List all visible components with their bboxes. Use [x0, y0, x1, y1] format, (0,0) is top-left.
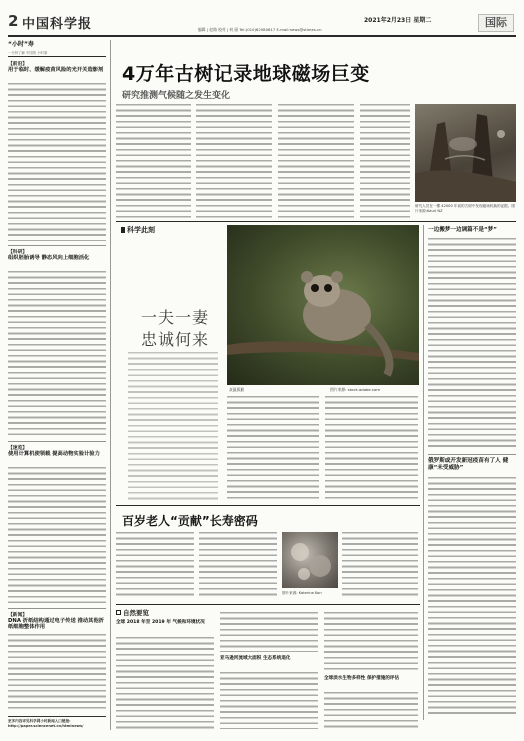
lead-photo-kauri-tree: [415, 104, 516, 202]
masthead-rule: [8, 35, 516, 37]
sidebar-header: “小时”寿: [8, 41, 34, 48]
brief-item-title: 亚马逊河流域大面积 生态系统退化: [220, 656, 291, 661]
brief-item-body: [220, 672, 318, 729]
lead-headline: 4万年古树记录地球磁场巨变: [122, 63, 370, 85]
contact-line: 编辑 | 赵路 校对 | 何 丽 Tel:(010)62580617 E-mail:news@stimes.cn: [198, 27, 322, 32]
feature-photo-lemur: [227, 225, 419, 385]
second-bottom-rule: [116, 604, 420, 605]
feature-title-line2: 忠诚何来: [141, 330, 210, 349]
lead-subheadline: 研究推测气候随之发生变化: [122, 91, 231, 101]
briefs-header-label: 自然要览: [123, 609, 149, 617]
second-body-col1: [116, 532, 194, 596]
feature-photo-credit: 图片来源: stock.adobe.com: [330, 387, 381, 392]
sidebar-divider: [8, 245, 106, 246]
section-label: 国际: [478, 14, 514, 32]
brief-item-title: 全球淡水生物多样性 保护措施的评估: [324, 676, 400, 681]
brief-item-body: [324, 692, 418, 729]
lead-body-col1: [116, 104, 191, 218]
sidebar-item-body: [8, 271, 106, 436]
sidebar-item-title: 组织胚胎诱导 静态风向上细胞活化: [8, 255, 90, 261]
sidebar-item-title: 用于临时、缓解疫苗风险的光开关造影剂: [8, 67, 104, 73]
newspaper-logo: 中国科学报: [22, 17, 93, 32]
masthead: [8, 10, 516, 44]
right-divider: [428, 454, 516, 455]
lead-body-col3: [278, 104, 354, 218]
column-divider: [423, 225, 424, 720]
second-body-col2: [199, 532, 277, 596]
sidebar-divider: [8, 56, 106, 57]
sidebar-item-body: [8, 634, 106, 712]
brief-item-title: 全球 2018 年至 2019 年 气候和环境状况: [116, 620, 205, 625]
feature-title-line1: 一夫一妻: [141, 308, 210, 327]
sidebar-news: [8, 40, 106, 730]
feature-body-col2: [325, 396, 418, 500]
feature-intro: [128, 352, 218, 502]
brief-col3-body: [324, 612, 418, 672]
lead-body-col2: [196, 104, 272, 218]
second-headline: 百岁老人“贡献”长寿密码: [122, 514, 258, 528]
sidebar-item-body: [8, 467, 106, 603]
sidebar-item-title: 使用计算机使领载 提高动物实验计验力: [8, 451, 100, 457]
issue-date: 2021年2月23日 星期二: [364, 17, 432, 24]
sidebar-item-tag: 【科研】: [8, 250, 28, 255]
sidebar-item-tag: 【新闻】: [8, 613, 28, 618]
second-photo-credit: 图片来源: Katerina Kon: [282, 591, 322, 595]
feature-photo-caption: 灰鼠狐猴: [229, 387, 245, 392]
sidebar-item-body: [8, 83, 106, 241]
sidebar-divider: [8, 608, 106, 609]
lead-bottom-rule: [116, 221, 516, 222]
briefs-marker-icon: [116, 610, 121, 615]
sidebar-footer: 更多内容详见科学网小时新闻入口链接: http://paper.sciencenet.cn/htmlnews/: [8, 716, 106, 729]
right-story2-title: 俄罗斯或开发新冠疫苗有了人 健康“未受威胁”: [428, 458, 509, 471]
right-story2-body: [428, 477, 516, 717]
feature-column-tag: [121, 225, 155, 235]
brief-col2-body: [220, 612, 318, 652]
briefs-header: [116, 608, 149, 617]
second-body-col3: [342, 532, 418, 596]
second-photo-cells: [282, 532, 338, 588]
feature-bottom-rule: [116, 505, 420, 506]
right-story1-title: 一边搬梦一边调篇不是“梦”: [428, 227, 497, 233]
sidebar-header-note: 一分钟了解 中国的 小时事: [8, 51, 48, 55]
feature-column-label: 科学此刻: [127, 226, 155, 234]
feature-body-col1: [227, 396, 319, 500]
column-divider: [110, 40, 111, 730]
sidebar-item-tag: 【前沿】: [8, 62, 28, 67]
page-number: 2: [8, 12, 19, 30]
lead-photo-caption: 研究人员在一棵 42000 年前的古树中发现磁场转换的证据。图片来源:Kauri NZ: [415, 204, 515, 213]
right-story1-body: [428, 238, 516, 450]
sidebar-item-tag: 【速览】: [8, 446, 28, 451]
sidebar-item-title: DNA 折纸结构通过电子传送 推动其他折纸细胞整体作用: [8, 618, 105, 631]
brief-item-body: [116, 637, 214, 729]
lead-body-col4: [360, 104, 410, 218]
sidebar-divider: [8, 441, 106, 442]
column-marker-icon: [121, 227, 125, 233]
